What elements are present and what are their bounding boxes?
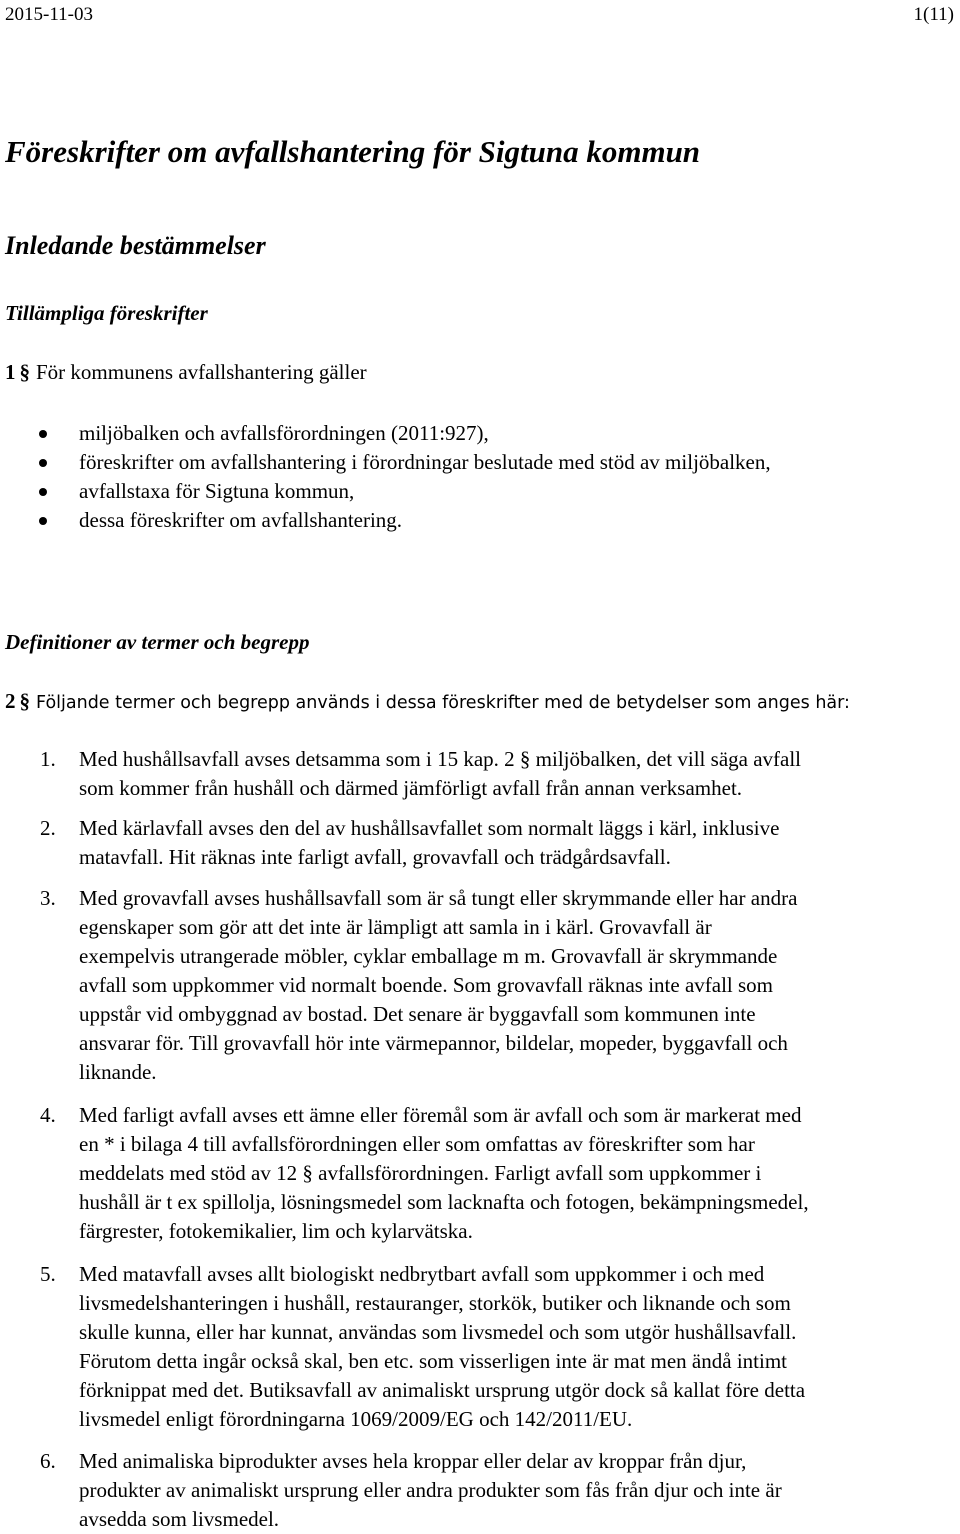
definition-line: färgrester, fotokemikalier, lim och kylarvätska. — [79, 1219, 473, 1243]
definition-line: livsmedelshanteringen i hushåll, restauranger, storkök, butiker och liknande och som — [79, 1291, 791, 1315]
definition-line: Med grovavfall avses hushållsavfall som är så tungt eller skrymmande eller har andra — [79, 886, 798, 910]
definition-text — [79, 814, 959, 872]
paragraph-number: 1 — [5, 360, 16, 384]
list-item-text: miljöbalken och avfallsförordningen (2011:927), — [79, 421, 489, 445]
definition-line: Med animaliska biprodukter avses hela kroppar eller delar av kroppar från djur, — [79, 1449, 747, 1473]
paragraph-2 — [5, 688, 850, 716]
definition-text — [79, 745, 959, 803]
definition-line: Med kärlavfall avses den del av hushållsavfallet som normalt läggs i kärl, inklusive — [79, 816, 780, 840]
list-item-text: avfallstaxa för Sigtuna kommun, — [79, 479, 355, 503]
section-symbol: § — [19, 689, 30, 713]
definition-line: produkter av animaliskt ursprung eller andra produkter som fås från djur och inte är — [79, 1478, 782, 1502]
definition-line: meddelats med stöd av 12 § avfallsförordningen. Farligt avfall som uppkommer i — [79, 1161, 762, 1185]
definition-line: skulle kunna, eller har kunnat, användas som livsmedel och som utgör hushållsavfall. — [79, 1320, 797, 1344]
definition-number: 3. — [40, 886, 56, 910]
definition-line: uppstår vid ombyggnad av bostad. Det senare är byggavfall som kommunen inte — [79, 1002, 756, 1026]
definition-line: ansvarar för. Till grovavfall hör inte värmepannor, bildelar, mopeder, byggavfall och — [79, 1031, 788, 1055]
document-title: Föreskrifter om avfallshantering för Sigtuna kommun — [5, 134, 701, 169]
paragraph-text: Följande termer och begrepp används i dessa föreskrifter med de betydelser som anges här: — [36, 693, 850, 713]
definition-line: liknande. — [79, 1060, 157, 1084]
definition-number: 2. — [40, 816, 56, 840]
section-heading: Inledande bestämmelser — [5, 231, 266, 260]
definition-line: exempelvis utrangerade möbler, cyklar emballage m m. Grovavfall är skrymmande — [79, 944, 778, 968]
paragraph-number: 2 — [5, 689, 16, 713]
definition-line: matavfall. Hit räknas inte farligt avfall, grovavfall och trädgårdsavfall. — [79, 845, 671, 869]
bullet-icon — [39, 517, 47, 525]
definition-number: 4. — [40, 1103, 56, 1127]
definition-line: Med matavfall avses allt biologiskt nedbrytbart avfall som uppkommer i och med — [79, 1262, 765, 1286]
definition-line: förknippat med det. Butiksavfall av animaliskt ursprung utgör dock så kallat före detta — [79, 1378, 806, 1402]
list-item-text: dessa föreskrifter om avfallshantering. — [79, 508, 403, 532]
definition-text — [79, 1101, 959, 1246]
definition-text — [79, 884, 959, 1087]
definition-line: Med hushållsavfall avses detsamma som i 15 kap. 2 § miljöbalken, det vill säga avfall — [79, 747, 802, 771]
bullet-icon — [39, 488, 47, 496]
definition-line: en * i bilaga 4 till avfallsförordningen eller som omfattas av föreskrifter som har — [79, 1132, 755, 1156]
section-symbol: § — [19, 360, 30, 384]
definition-line: Förutom detta ingår också skal, ben etc. som visserligen inte är mat men ändå intimt — [79, 1349, 787, 1373]
definition-number: 1. — [40, 747, 56, 771]
subsection-heading-tillampliga: Tillämpliga föreskrifter — [5, 301, 208, 325]
definition-line: hushåll är t ex spillolja, lösningsmedel som lacknafta och fotogen, bekämpningsmedel, — [79, 1190, 809, 1214]
paragraph-text: För kommunens avfallshantering gäller — [36, 360, 367, 384]
definition-line: livsmedel enligt förordningarna 1069/2009/EG och 142/2011/EU. — [79, 1407, 633, 1431]
definition-number: 5. — [40, 1262, 56, 1286]
definition-number: 6. — [40, 1449, 56, 1473]
list-item-text: föreskrifter om avfallshantering i förordningar beslutade med stöd av miljöbalken, — [79, 450, 771, 474]
header-date: 2015-11-03 — [5, 4, 93, 25]
bullet-icon — [39, 459, 47, 467]
definition-line: Med farligt avfall avses ett ämne eller föremål som är avfall och som är markerat med — [79, 1103, 802, 1127]
definition-text — [79, 1260, 959, 1434]
subsection-heading-definitioner: Definitioner av termer och begrepp — [5, 630, 310, 654]
paragraph-1 — [5, 359, 367, 385]
definition-line: som kommer från hushåll och därmed jämförligt avfall från annan verksamhet. — [79, 776, 743, 800]
definition-line: avsedda som livsmedel. — [79, 1507, 280, 1531]
definition-line: egenskaper som gör att det inte är lämpligt att samla in i kärl. Grovavfall är — [79, 915, 712, 939]
header-page-number: 1(11) — [913, 4, 954, 25]
definition-line: avfall som uppkommer vid normalt boende. Som grovavfall räknas inte avfall som — [79, 973, 774, 997]
bullet-icon — [39, 430, 47, 438]
definition-text — [79, 1447, 959, 1534]
